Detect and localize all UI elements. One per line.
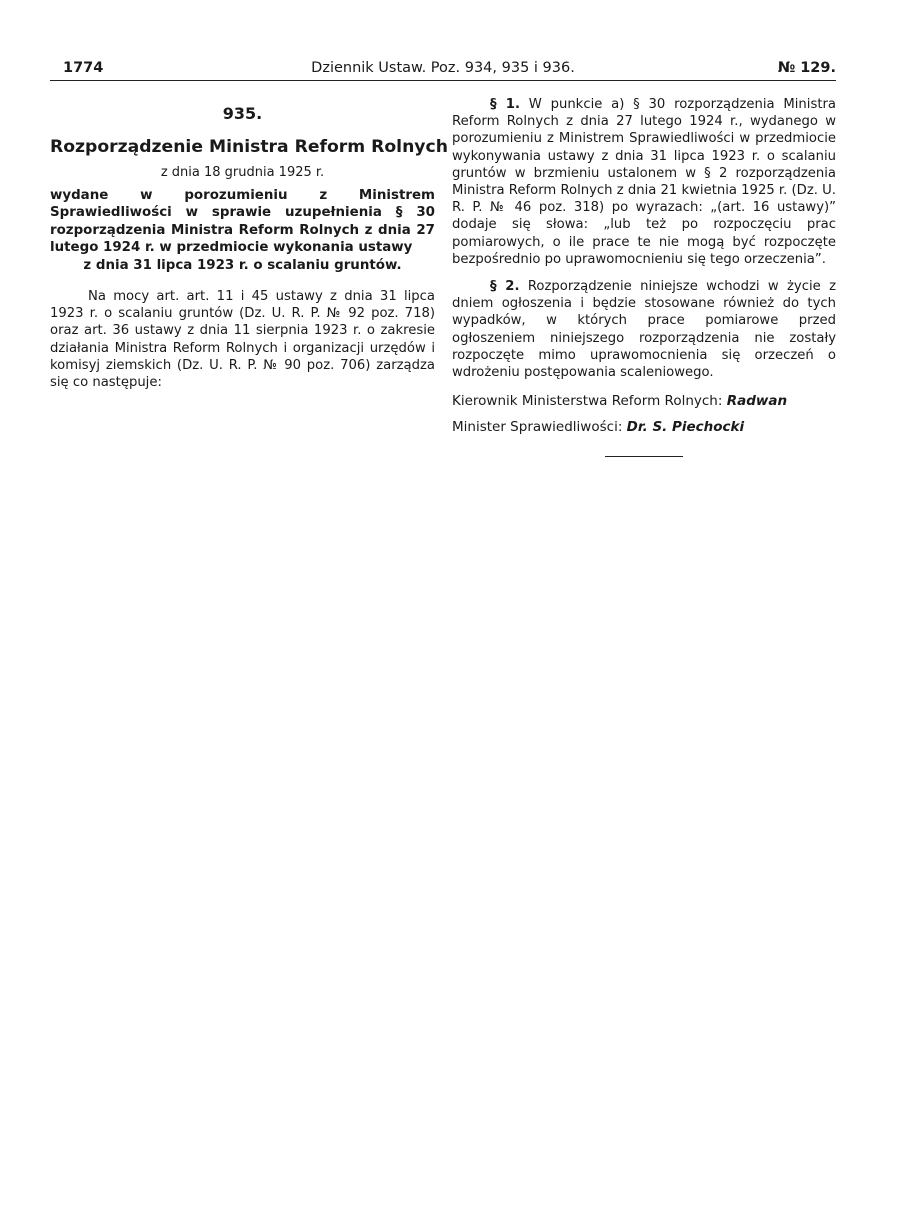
section-1 (452, 96, 836, 268)
issue-number: № 129. (777, 60, 836, 76)
subtitle-text: wydane w porozumieniu z Ministrem Sprawiedliwości w sprawie uzupełnienia § 30 rozporządzenia Ministra Reform Rolnych z dnia 27 lutego 1924 r. w przedmiocie wykonania ustawy (50, 188, 435, 256)
section-1-mark: § 1. (490, 97, 520, 112)
signature-1-role: Kierownik Ministerstwa Reform Rolnych: (452, 393, 723, 410)
header-divider (50, 80, 836, 81)
signature-2 (452, 417, 836, 437)
running-header (50, 58, 836, 78)
regulation-subtitle (50, 187, 435, 274)
signature-1 (452, 391, 836, 411)
right-column (452, 96, 836, 443)
signature-2-role: Minister Sprawiedliwości: (452, 419, 623, 436)
signature-1-name: Radwan (726, 393, 788, 410)
end-divider (605, 456, 683, 457)
preamble-paragraph: Na mocy art. art. 11 i 45 ustawy z dnia 31 lipca 1923 r. o scalaniu gruntów (Dz. U. R. P. № 92 poz. 718) oraz art. 36 ustawy z dnia 11 sierpnia 1923 r. o zakresie działania Ministra Reform Rolnych i organizacji urzędów i komisyj ziemskich (Dz. U. R. P. № 90 poz. 706) zarządza się co następuje: (50, 289, 435, 391)
journal-reference: Dziennik Ustaw. Poz. 934, 935 i 936. (311, 60, 575, 76)
subtitle-last-line: z dnia 31 lipca 1923 r. o scalaniu gruntów. (83, 257, 402, 273)
regulation-date: z dnia 18 grudnia 1925 r. (160, 165, 325, 180)
signature-2-name: Dr. S. Piechocki (626, 419, 745, 436)
section-2-mark: § 2. (490, 279, 520, 295)
section-1-text: W punkcie a) § 30 rozporządzenia Ministra Reform Rolnych z dnia 27 lutego 1924 r., wydanego w porozumieniu z Ministrem Sprawiedliwości w przedmiocie wykonywania ustawy z dnia 31 lipca 1923 r. o scalaniu gruntów w brzmieniu ustalonem w § 2 rozporządzenia Ministra Reform Rolnych z dnia 21 kwietnia 1925 r. (Dz. U. R. P. № 46 poz. 318) po wyrazach: „(art. 16 ustawy)” dodaje się słowa: „lub też po rozpoczęciu prac pomiarowych, o ile prace te nie mogą być rozpoczęte bezpośrednio po uprawomocnieniu się tego orzeczenia”. (452, 97, 836, 267)
section-2 (452, 278, 836, 381)
page-number: 1774 (63, 60, 104, 76)
article-number: 935. (222, 104, 263, 123)
regulation-title: Rozporządzenie Ministra Reform Rolnych (50, 137, 448, 157)
left-column (50, 96, 448, 391)
section-2-text: Rozporządzenie niniejsze wchodzi w życie z dniem ogłoszenia i będzie stosowane również do tych wypadków, w których prace pomiarowe przed ogłoszeniem niniejszego rozporządzenia nie zostały rozpoczęte mimo uprawomocnienia się orzeczeń o wdrożeniu postępowania scaleniowego. (452, 279, 836, 381)
